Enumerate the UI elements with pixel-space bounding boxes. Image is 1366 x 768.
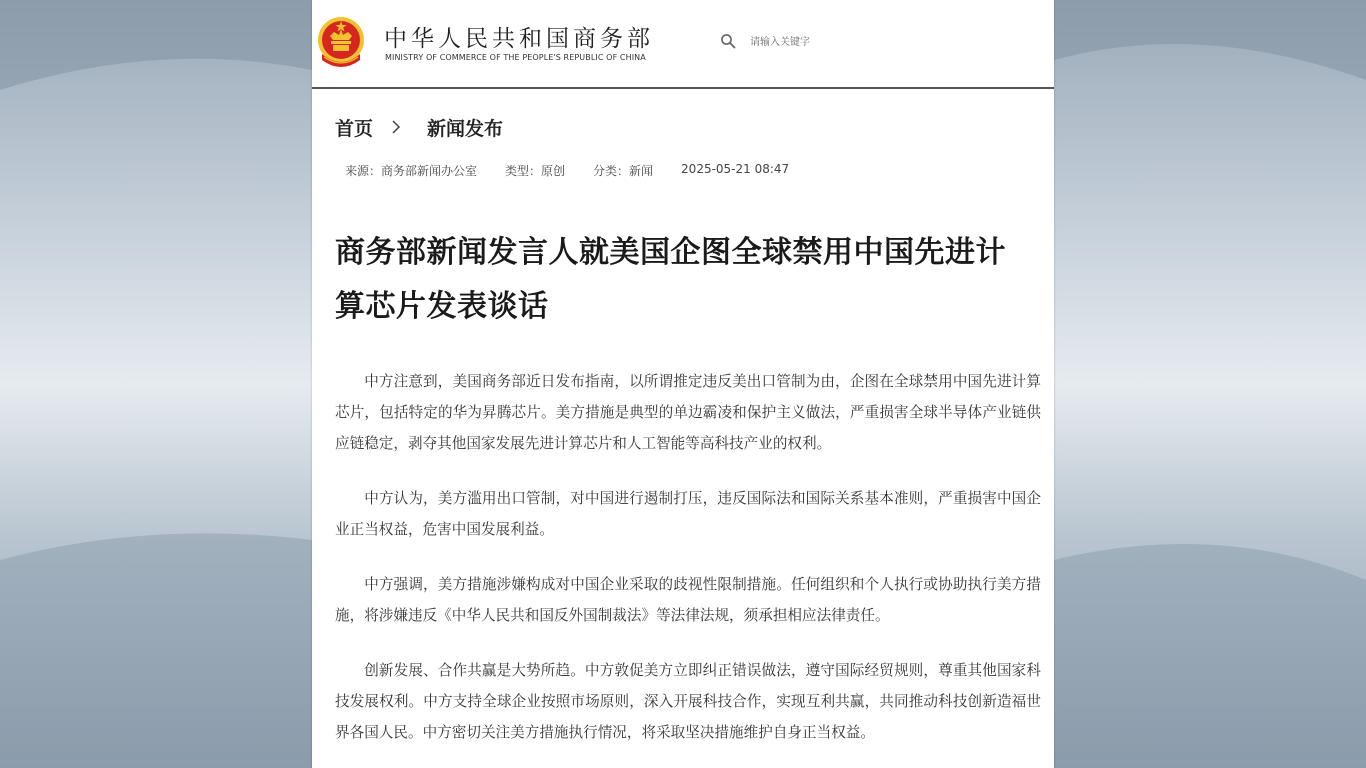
- article-title: 商务部新闻发言人就美国企图全球禁用中国先进计算芯片发表谈话: [335, 235, 1006, 324]
- meta-datetime: 2025-05-21 08:47: [681, 162, 790, 176]
- ministry-name-en: MINISTRY OF COMMERCE OF THE PEOPLE'S REPUBLIC OF CHINA: [385, 53, 646, 62]
- meta-category: 分类：新闻: [593, 164, 654, 178]
- breadcrumb-home[interactable]: 首页: [335, 117, 374, 140]
- meta-source: 来源：商务部新闻办公室: [345, 164, 478, 178]
- ministry-name-cn: 中华人民共和国商务部: [384, 26, 654, 52]
- article-meta: [345, 162, 817, 179]
- article-paragraph: 创新发展、合作共赢是大势所趋。中方敦促美方立即纠正错误做法，遵守国际经贸规则，尊重其他国家科技发展权利。中方支持全球企业按照市场原则，深入开展科技合作，实现互利共赢，共同推动科技创新造福世界各国人民。中方密切关注美方措施执行情况，将采取坚决措施维护自身正当权益。: [335, 662, 1041, 741]
- chevron-right-icon: [387, 118, 405, 136]
- national-emblem-icon[interactable]: [316, 14, 366, 70]
- meta-type: 类型：原创: [505, 164, 566, 178]
- site-header: [312, 0, 1054, 89]
- article-paragraph: 中方认为，美方滥用出口管制，对中国进行遏制打压，违反国际法和国际关系基本准则，严重损害中国企业正当权益，危害中国发展利益。: [335, 490, 1041, 538]
- article-body: [335, 366, 1041, 768]
- article-paragraph: 中方注意到，美国商务部近日发布指南，以所谓推定违反美出口管制为由，企图在全球禁用中国先进计算芯片，包括特定的华为昇腾芯片。美方措施是典型的单边霸凌和保护主义做法，严重损害全球半导体产业链供应链稳定，剥夺其他国家发展先进计算芯片和人工智能等高科技产业的权利。: [335, 373, 1041, 452]
- search-bar[interactable]: [712, 26, 1032, 56]
- breadcrumb: [335, 114, 503, 140]
- article-page: [312, 0, 1054, 768]
- breadcrumb-news[interactable]: 新闻发布: [427, 117, 504, 140]
- article-paragraph: 中方强调，美方措施涉嫌构成对中国企业采取的歧视性限制措施。任何组织和个人执行或协助执行美方措施，将涉嫌违反《中华人民共和国反外国制裁法》等法律法规，须承担相应法律责任。: [335, 576, 1041, 624]
- search-input[interactable]: [748, 30, 1022, 54]
- search-icon[interactable]: [720, 33, 736, 49]
